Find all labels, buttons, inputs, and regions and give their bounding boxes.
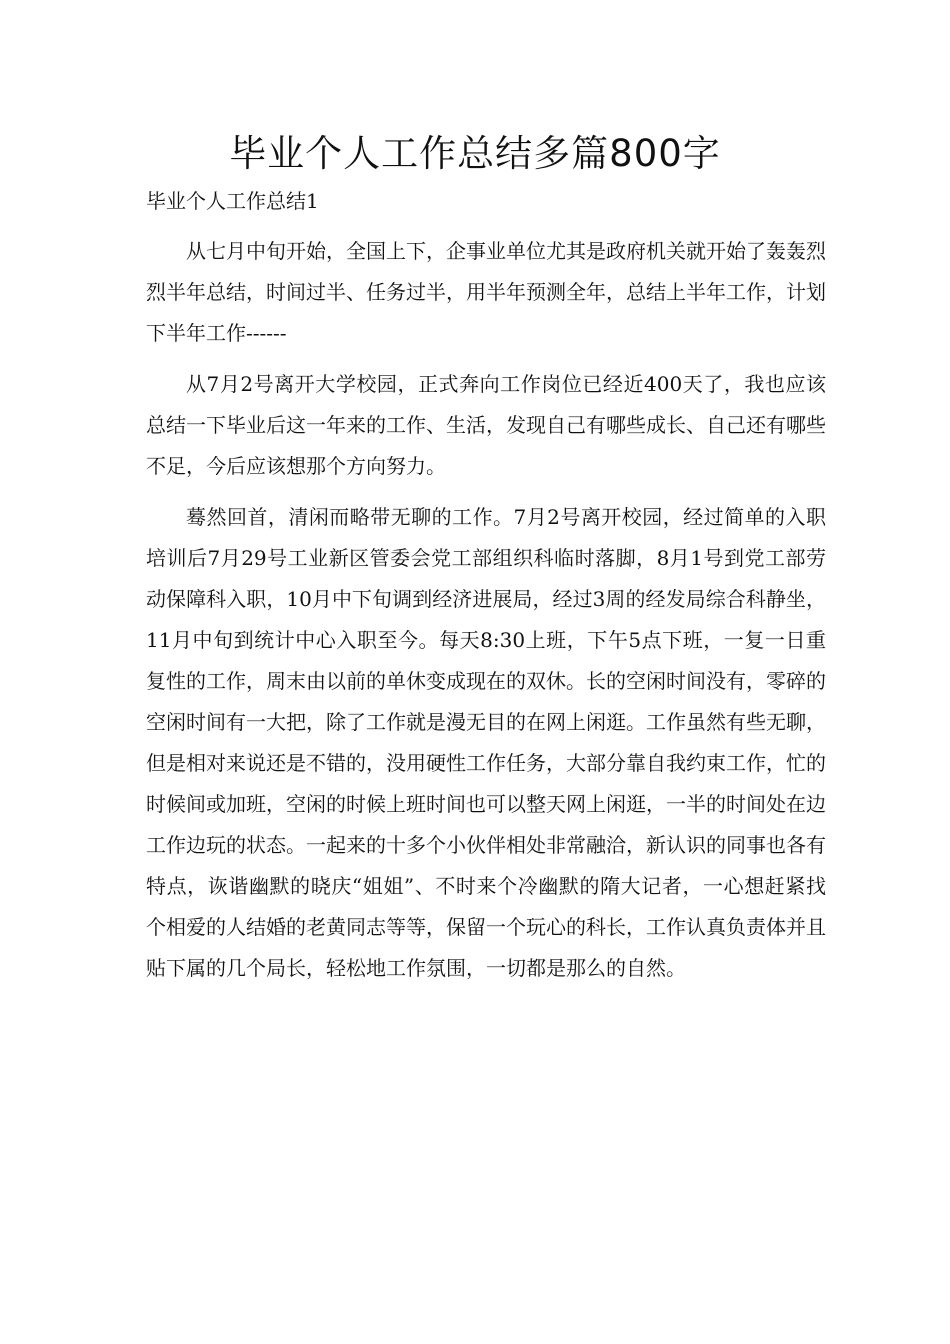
document-title: 毕业个人工作总结多篇800字 bbox=[229, 132, 721, 175]
paragraph-1: 从七月中旬开始，全国上下，企事业单位尤其是政府机关就开始了轰轰烈烈半年总结，时间过半、任务过半，用半年预测全年，总结上半年工作，计划下半年工作------ bbox=[146, 239, 826, 345]
paragraph-3: 蓦然回首，清闲而略带无聊的工作。7月2号离开校园，经过简单的入职培训后7月29号工业新区管委会党工部组织科临时落脚，8月1号到党工部劳动保障科入职，10月中下旬调到经济进展局，经过3周的经发局综合科静坐，11月中旬到统计中心入职至今。每天8:30上班，下午5点下班，一复一日重复性的工作，周末由以前的单休变成现在的双休。长的空闲时间没有，零碎的空闲时间有一大把，除了工作就是漫无目的在网上闲逛。工作虽然有些无聊，但是相对来说还是不错的，没用硬性工作任务，大部分靠自我约束工作，忙的时候间或加班，空闲的时候上班时间也可以整天网上闲逛，一半的时间处在边工作边玩的状态。一起来的十多个小伙伴相处非常融洽，新认识的同事也各有特点，诙谐幽默的晓庆“姐姐”、不时来个冷幽默的隋大记者，一心想赶紧找个相爱的人结婚的老黄同志等等，保留一个玩心的科长，工作认真负责体并且贴下属的几个局长，轻松地工作氛围，一切都是那么的自然。 bbox=[146, 505, 826, 980]
paragraph-2: 从7月2号离开大学校园，正式奔向工作岗位已经近400天了，我也应该总结一下毕业后这一年来的工作、生活，发现自己有哪些成长、自己还有哪些不足，今后应该想那个方向努力。 bbox=[146, 372, 826, 478]
document-body bbox=[146, 231, 826, 999]
section-heading: 毕业个人工作总结1 bbox=[146, 189, 319, 213]
